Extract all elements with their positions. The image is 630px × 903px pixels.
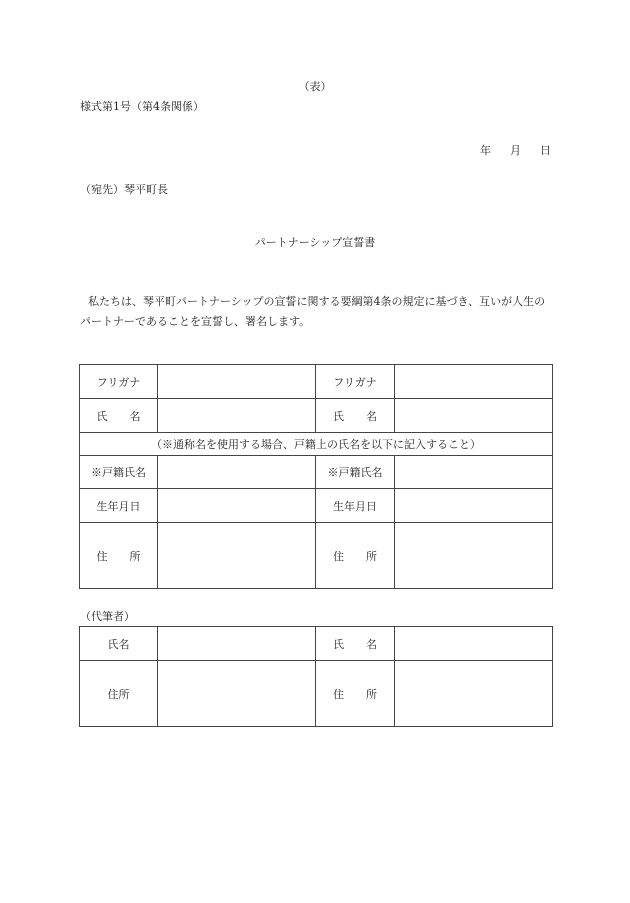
table-row (80, 627, 553, 661)
proxy-name-label: 氏 名 (316, 627, 395, 661)
proxy-address-field-1[interactable] (158, 661, 316, 727)
proxy-table (79, 626, 553, 727)
side-label: （表） (298, 80, 332, 93)
table-row (80, 661, 553, 727)
furigana-label: フリガナ (316, 365, 395, 399)
addressee: （宛先）琴平町長 (80, 183, 168, 196)
table-row (80, 489, 553, 523)
date-year-label: 年 (480, 144, 491, 157)
registered-name-field-1[interactable] (158, 456, 316, 489)
birthdate-label: 生年月日 (316, 489, 395, 523)
address-field-1[interactable] (158, 523, 316, 589)
proxy-name-label: 氏名 (80, 627, 158, 661)
declaration-table (79, 364, 553, 589)
birthdate-label: 生年月日 (80, 489, 158, 523)
table-row (80, 365, 553, 399)
birthdate-field-1[interactable] (158, 489, 316, 523)
furigana-field-1[interactable] (158, 365, 316, 399)
table-row (80, 456, 553, 489)
address-field-2[interactable] (395, 523, 553, 589)
name-field-1[interactable] (158, 399, 316, 433)
birthdate-field-2[interactable] (395, 489, 553, 523)
name-field-2[interactable] (395, 399, 553, 433)
address-label: 住 所 (316, 523, 395, 589)
table-row (80, 433, 553, 456)
name-label: 氏 名 (80, 399, 158, 433)
proxy-name-field-2[interactable] (395, 627, 553, 661)
proxy-address-field-2[interactable] (395, 661, 553, 727)
name-label: 氏 名 (316, 399, 395, 433)
declaration-text: 私たちは、琴平町パートナーシップの宣誓に関する要綱第4条の規定に基づき、互いが人生のパートナーであることを宣誓し、署名します。 (80, 295, 546, 328)
registered-name-note: （※通称名を使用する場合、戸籍上の氏名を以下に記入すること） (80, 433, 553, 456)
proxy-name-field-1[interactable] (158, 627, 316, 661)
proxy-address-label: 住所 (80, 661, 158, 727)
proxy-address-label: 住 所 (316, 661, 395, 727)
furigana-label: フリガナ (80, 365, 158, 399)
document-title: パートナーシップ宣誓書 (254, 236, 376, 249)
address-label: 住 所 (80, 523, 158, 589)
registered-name-field-2[interactable] (395, 456, 553, 489)
furigana-field-2[interactable] (395, 365, 553, 399)
registered-name-label: ※戸籍氏名 (316, 456, 395, 489)
date-line (480, 144, 551, 158)
date-month-label: 月 (510, 144, 521, 157)
table-row (80, 399, 553, 433)
table-row (80, 523, 553, 589)
proxy-label: （代筆者） (80, 610, 135, 623)
date-day-label: 日 (540, 144, 551, 157)
form-number: 様式第1号（第4条関係） (80, 100, 204, 113)
registered-name-label: ※戸籍氏名 (80, 456, 158, 489)
